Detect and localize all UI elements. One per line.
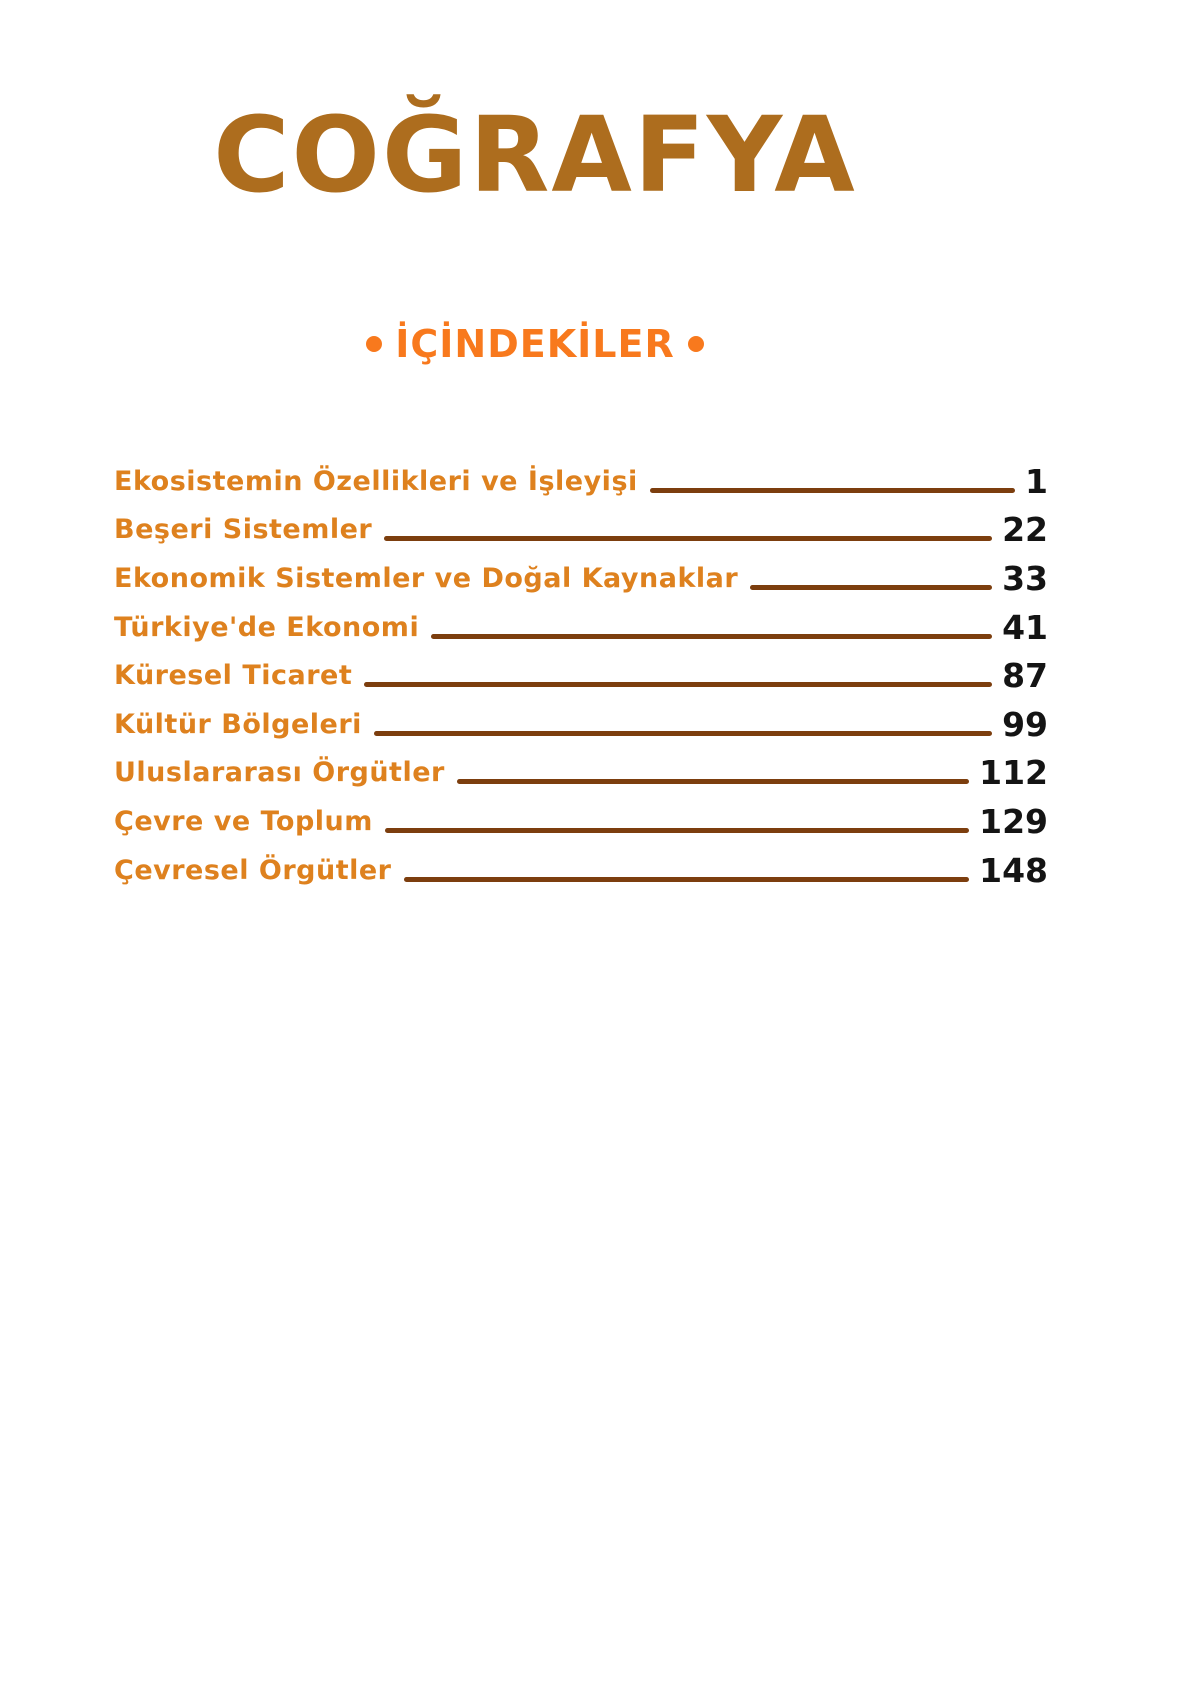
page-number: 129 [979,801,1048,841]
page-title: COĞRAFYA [213,94,857,216]
bullet-left-icon [366,336,382,352]
toc-entry-label: Türkiye'de Ekonomi [114,611,420,643]
page-number: 148 [979,850,1048,890]
toc-entry [114,554,1048,603]
page-number: 87 [1002,656,1048,696]
toc-entry-label: Çevre ve Toplum [114,805,373,837]
toc-entry [114,700,1048,749]
toc-entry-label: Küresel Ticaret [114,660,353,692]
toc-entry [114,603,1048,652]
toc-entry-label: Kültür Bölgeleri [114,708,362,740]
toc-header [0,322,1070,366]
leader-line [385,828,969,833]
page-number: 1 [1025,461,1048,501]
toc-header-label: İÇİNDEKİLER [395,322,675,366]
toc-entry [114,457,1048,506]
toc-entry [114,651,1048,700]
toc-entry [114,797,1048,846]
toc-entry [114,506,1048,555]
toc-list [114,457,1048,894]
leader-line [650,488,1015,493]
page-number: 33 [1002,558,1048,598]
leader-line [750,585,992,590]
toc-entry [114,846,1048,895]
toc-entry-label: Ekosistemin Özellikleri ve İşleyişi [114,465,638,497]
toc-entry-label: Çevresel Örgütler [114,854,392,886]
page-number: 112 [979,753,1048,793]
page-number: 99 [1002,704,1048,744]
toc-entry-label: Beşeri Sistemler [114,514,373,546]
leader-line [431,634,992,639]
page-number: 22 [1002,510,1048,550]
toc-entry [114,749,1048,798]
leader-line [404,877,970,882]
leader-line [384,536,992,541]
toc-entry-label: Ekonomik Sistemler ve Doğal Kaynaklar [114,562,739,594]
page-number: 41 [1002,607,1048,647]
toc-entry-label: Uluslararası Örgütler [114,757,445,789]
bullet-right-icon [688,336,704,352]
leader-line [364,682,992,687]
leader-line [457,779,969,784]
leader-line [374,731,992,736]
